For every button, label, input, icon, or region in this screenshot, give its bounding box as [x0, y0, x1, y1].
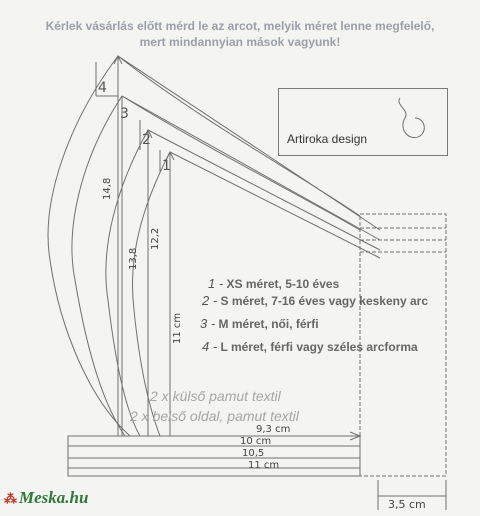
- horizontal-measure-1: 9,3 cm: [256, 424, 291, 435]
- legend-text-2: S méret, 7-16 éves vagy keskeny arc: [220, 294, 428, 308]
- vertical-measure-2: 12,2: [150, 227, 161, 250]
- horizontal-measure-3: 10,5: [242, 448, 265, 459]
- mask-curve-2: [106, 130, 148, 436]
- curve-label-2: 2: [142, 132, 151, 148]
- legend-num-2: 2 -: [202, 293, 218, 308]
- mask-curve-3: [72, 96, 125, 436]
- note-inner: 2 x belső oldal, pamut textil: [130, 408, 299, 424]
- note-outer: 2 x külső pamut textil: [150, 388, 281, 404]
- curve-label-3: 3: [120, 106, 129, 122]
- legend-num-4: 4 -: [202, 339, 218, 354]
- legend-text-1: XS méret, 5-10 éves: [226, 277, 340, 291]
- legend-text-4: L méret, férfi vagy széles arcforma: [220, 340, 418, 354]
- legend-num-3: 3 -: [200, 316, 216, 331]
- instruction-line-1: Kérlek vásárlás előtt mérd le az arcot, melyik méret lenne megfelelő,: [45, 19, 435, 33]
- legend-num-1: 1 -: [208, 276, 224, 291]
- footer-brand: Meska.hu: [19, 488, 89, 507]
- width-measure: 3,5 cm: [388, 498, 426, 511]
- instruction-line-2: mert mindannyian mások vagyunk!: [139, 35, 341, 49]
- legend-row-4: [202, 339, 418, 354]
- vertical-measure-3: 13,8: [128, 247, 139, 270]
- logo-text: Artiroka design: [287, 132, 368, 146]
- legend-row-2: [202, 293, 428, 308]
- vertical-measure-1: 11 cm: [172, 312, 183, 344]
- curve-label-1: 1: [162, 158, 171, 174]
- legend-text-3: M méret, női, férfi: [218, 317, 319, 331]
- horizontal-measure-2: 10 cm: [240, 436, 272, 447]
- curve-label-4: 4: [98, 80, 107, 96]
- legend-row-3: [200, 316, 319, 331]
- logo-box: [278, 88, 448, 156]
- legend-row-1: [208, 276, 339, 291]
- horizontal-measure-4: 11 cm: [248, 460, 280, 471]
- footer-logo: [4, 488, 88, 508]
- vertical-measure-4: 14,8: [102, 177, 113, 200]
- bird-icon: ⁂: [4, 491, 17, 506]
